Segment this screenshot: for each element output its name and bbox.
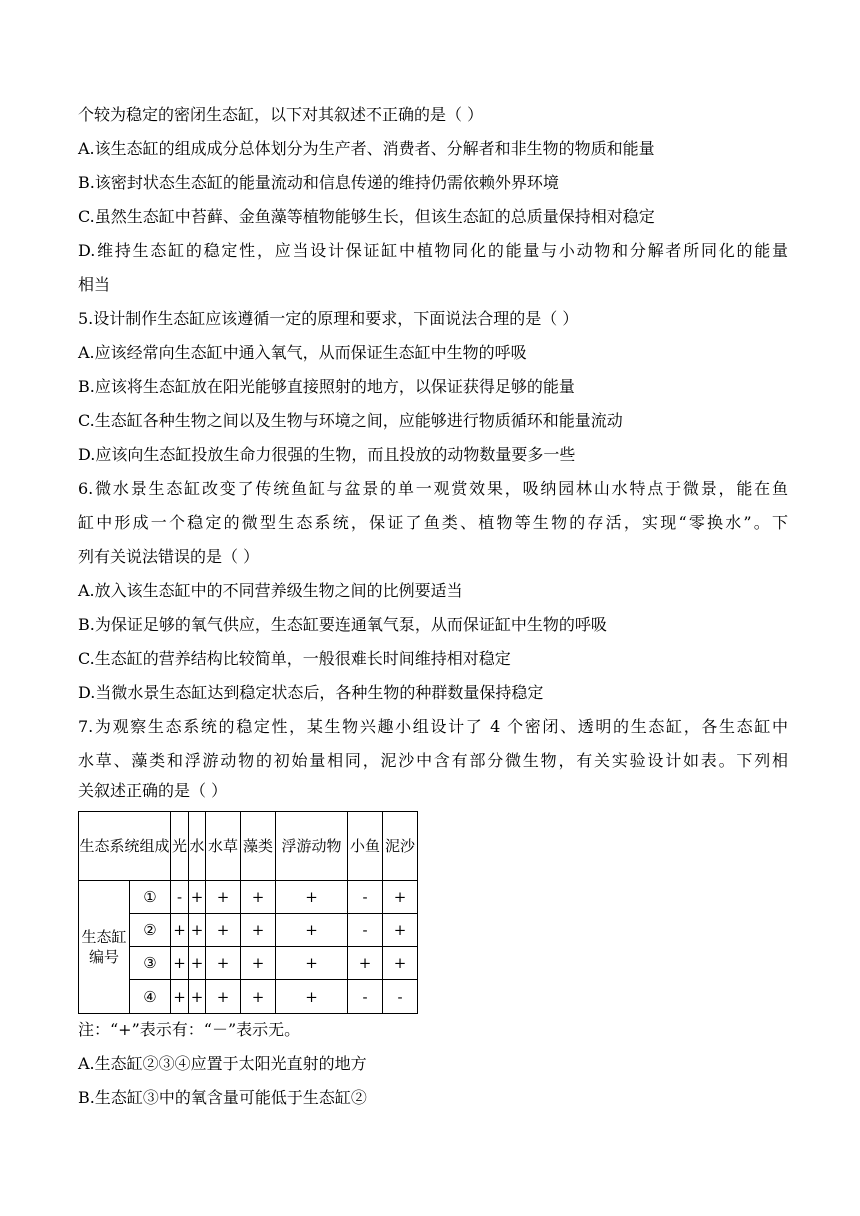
- q5-option-b: B.应该将生态缸放在阳光能够直接照射的地方，以保证获得足够的能量: [78, 377, 575, 396]
- table-cell: +: [383, 947, 418, 980]
- table-cell: +: [206, 914, 241, 947]
- q5-option-d: D.应该向生态缸投放生命力很强的生物，而且投放的动物数量要多一些: [78, 445, 576, 464]
- table-cell: -: [348, 914, 383, 947]
- table-cell: +: [171, 980, 189, 1014]
- table-cell: +: [206, 980, 241, 1014]
- q4-option-d-cont: 相当: [78, 275, 111, 294]
- question-7-stem-end: 关叙述正确的是（ ）: [78, 781, 228, 800]
- q5-option-c: C.生态缸各种生物之间以及生物与环境之间，应能够进行物质循环和能量流动: [78, 411, 623, 430]
- q6-option-c: C.生态缸的营养结构比较简单，一般很难长时间维持相对稳定: [78, 649, 511, 668]
- ecosystem-table: [78, 811, 418, 1014]
- table-cell: +: [383, 881, 418, 914]
- question-7-stem-cont: 水草、藻类和浮游动物的初始量相同，泥沙中含有部分微生物，有关实验设计如表。下列相: [78, 751, 788, 770]
- q6-option-b: B.为保证足够的氧气供应，生态缸要连通氧气泵，从而保证缸中生物的呼吸: [78, 615, 607, 634]
- q4-option-a: A.该生态缸的组成成分总体划分为生产者、消费者、分解者和非生物的物质和能量: [78, 139, 655, 158]
- table-row: [79, 947, 418, 980]
- table-cell: +: [189, 980, 206, 1014]
- q5-option-a: A.应该经常向生态缸中通入氧气，从而保证生态缸中生物的呼吸: [78, 343, 527, 362]
- table-column-header: 浮游动物: [276, 812, 348, 881]
- q7-option-b: B.生态缸③中的氧含量可能低于生态缸②: [78, 1088, 367, 1107]
- table-cell: +: [276, 881, 348, 914]
- table-cell: +: [276, 980, 348, 1014]
- table-cell: +: [171, 914, 189, 947]
- table-row: [79, 980, 418, 1014]
- table-row: [79, 881, 418, 914]
- table-row-id: ①: [130, 881, 171, 914]
- table-cell: +: [171, 947, 189, 980]
- table-row-id: ③: [130, 947, 171, 980]
- question-4-stem-tail: 个较为稳定的密闭生态缸，以下对其叙述不正确的是（ ）: [78, 105, 484, 124]
- question-6-stem-end: 列有关说法错误的是（ ）: [78, 547, 260, 566]
- table-cell: -: [348, 881, 383, 914]
- q4-option-d: D.维持生态缸的稳定性，应当设计保证缸中植物同化的能量与小动物和分解者所同化的能量: [78, 241, 788, 260]
- table-column-header: 水草: [206, 812, 241, 881]
- table-cell: +: [241, 914, 276, 947]
- table-row: [79, 914, 418, 947]
- q7-option-a: A.生态缸②③④应置于太阳光直射的地方: [78, 1054, 367, 1073]
- table-column-header: 藻类: [241, 812, 276, 881]
- table-cell: +: [383, 914, 418, 947]
- question-7-stem: 7.为观察生态系统的稳定性，某生物兴趣小组设计了 4 个密闭、透明的生态缸，各生态缸中: [78, 717, 788, 736]
- table-cell: +: [276, 914, 348, 947]
- table-cell: +: [241, 947, 276, 980]
- table-row-id: ②: [130, 914, 171, 947]
- table-cell: +: [206, 947, 241, 980]
- table-cell: +: [241, 980, 276, 1014]
- table-cell: +: [189, 914, 206, 947]
- question-5-stem: 5.设计制作生态缸应该遵循一定的原理和要求，下面说法合理的是（ ）: [78, 309, 579, 328]
- q6-option-d: D.当微水景生态缸达到稳定状态后，各种生物的种群数量保持稳定: [78, 683, 544, 702]
- table-column-header: 小鱼: [348, 812, 383, 881]
- table-cell: +: [241, 881, 276, 914]
- q4-option-b: B.该密封状态生态缸的能量流动和信息传递的维持仍需依赖外界环境: [78, 173, 559, 192]
- table-cell: -: [383, 980, 418, 1014]
- table-column-header: 水: [189, 812, 206, 881]
- question-6-stem: 6.微水景生态缸改变了传统鱼缸与盆景的单一观赏效果，吸纳园林山水特点于微景，能在鱼: [78, 479, 788, 498]
- table-column-header: 泥沙: [383, 812, 418, 881]
- q4-option-c: C.虽然生态缸中苔藓、金鱼藻等植物能够生长，但该生态缸的总质量保持相对稳定: [78, 207, 655, 226]
- table-note: 注：“+”表示有：“－”表示无。: [78, 1020, 301, 1039]
- table-cell: -: [171, 881, 189, 914]
- table-row-id: ④: [130, 980, 171, 1014]
- table-cell: +: [206, 881, 241, 914]
- table-cell: +: [189, 881, 206, 914]
- table-cell: -: [348, 980, 383, 1014]
- table-header-row: [79, 812, 418, 881]
- table-corner-label: 生态系统组成: [79, 812, 171, 881]
- table-column-header: 光: [171, 812, 189, 881]
- table-row-group-label: 生态缸编号: [79, 881, 130, 1014]
- question-6-stem-cont: 缸中形成一个稳定的微型生态系统，保证了鱼类、植物等生物的存活，实现“零换水”。下: [78, 513, 788, 532]
- table-cell: +: [189, 947, 206, 980]
- q6-option-a: A.放入该生态缸中的不同营养级生物之间的比例要适当: [78, 581, 463, 600]
- table-cell: +: [276, 947, 348, 980]
- table-cell: +: [348, 947, 383, 980]
